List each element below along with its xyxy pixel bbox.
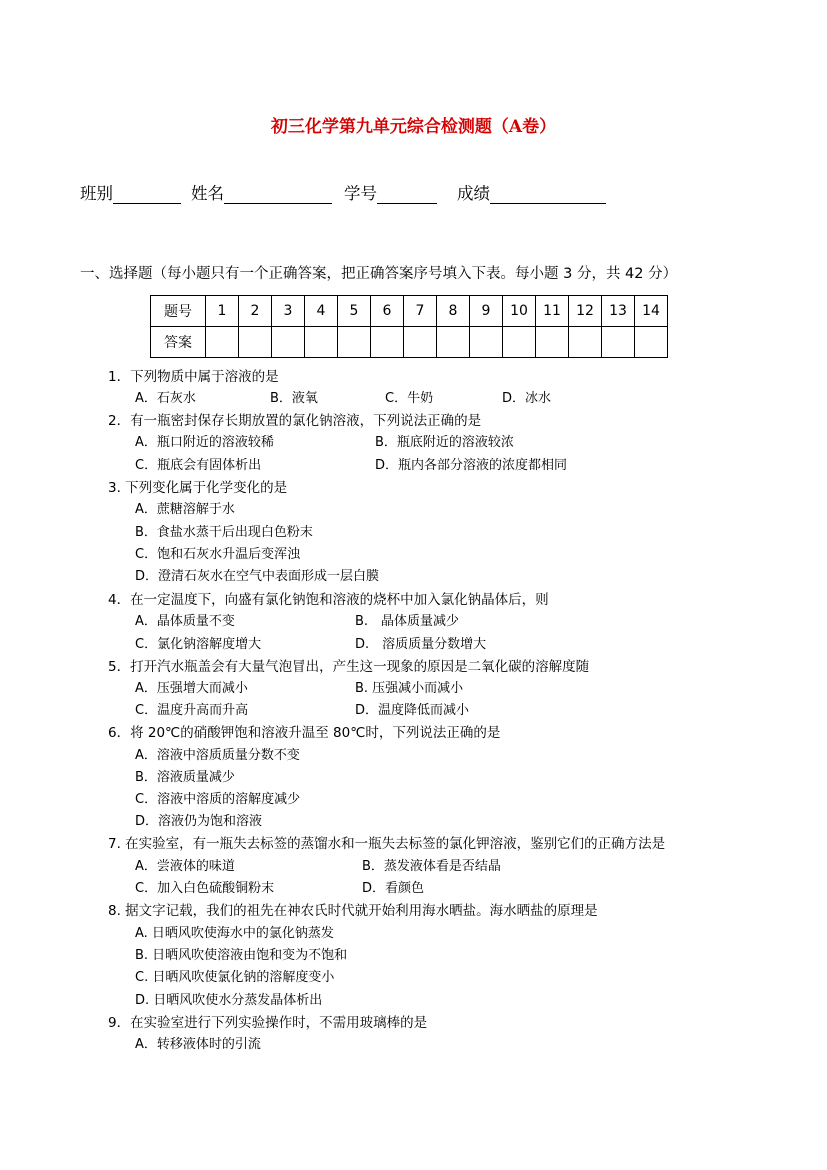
option: A．蔗糖溶解于水 (135, 502, 235, 517)
class-blank[interactable] (113, 185, 181, 204)
option: D. 日晒风吹使水分蒸发晶体析出 (135, 993, 323, 1008)
question-number-header: 题号 (151, 296, 206, 327)
answer-cell[interactable] (239, 327, 272, 358)
question-stem: 1．下列物质中属于溶液的是 (108, 369, 279, 385)
option: B. 晶体质量减少 (355, 614, 460, 629)
question-number-cell: 5 (338, 296, 371, 327)
name-label: 姓名 (191, 184, 224, 203)
option: B．瓶底附近的溶液较浓 (375, 435, 514, 450)
section-heading: 一、选择题（每小题只有一个正确答案，把正确答案序号填入下表。每小题 3 分，共 42 分） (80, 266, 678, 282)
option: C. 日晒风吹使氯化钠的溶解度变小 (135, 970, 335, 985)
number-blank[interactable] (377, 185, 437, 204)
question-number-cell: 10 (503, 296, 536, 327)
option: D．溶液仍为饱和溶液 (135, 814, 263, 829)
option: D．看颜色 (362, 881, 425, 896)
option: D．澄清石灰水在空气中表面形成一层白膜 (135, 569, 380, 584)
number-label: 学号 (344, 184, 377, 203)
question-number-cell: 9 (470, 296, 503, 327)
student-info-line (80, 180, 606, 204)
option: C．溶液中溶质的溶解度减少 (135, 792, 301, 807)
answer-cell[interactable] (206, 327, 239, 358)
option: D．温度降低而减小 (355, 703, 470, 718)
question-number-cell: 2 (239, 296, 272, 327)
answer-cell[interactable] (437, 327, 470, 358)
answer-cell[interactable] (569, 327, 602, 358)
question-number-cell: 12 (569, 296, 602, 327)
option: D．冰水 (502, 391, 552, 406)
option: B．溶液质量减少 (135, 770, 235, 785)
score-blank[interactable] (490, 185, 606, 204)
question-number-row (151, 296, 668, 327)
option: A．晶体质量不变 (135, 614, 235, 629)
option: A. 日晒风吹使海水中的氯化钠蒸发 (135, 926, 334, 941)
option: C．氯化钠溶解度增大 (135, 637, 262, 652)
option: A．瓶口附近的溶液较稀 (135, 435, 274, 450)
answer-cell[interactable] (503, 327, 536, 358)
answer-cell[interactable] (305, 327, 338, 358)
answer-cell[interactable] (404, 327, 437, 358)
question-number-cell: 3 (272, 296, 305, 327)
question-number-cell: 1 (206, 296, 239, 327)
page-title: 初三化学第九单元综合检测题（A卷） (270, 117, 557, 137)
score-label: 成绩 (457, 184, 490, 203)
answer-cell[interactable] (470, 327, 503, 358)
question-number-cell: 6 (371, 296, 404, 327)
question-stem: 6．将 20℃的硝酸钾饱和溶液升温至 80℃时，下列说法正确的是 (108, 725, 501, 741)
option: A．尝液体的味道 (135, 859, 235, 874)
answer-cell[interactable] (272, 327, 305, 358)
option: A．转移液体时的引流 (135, 1037, 261, 1052)
option: B. 日晒风吹使溶液由饱和变为不饱和 (135, 948, 348, 963)
question-number-cell: 13 (602, 296, 635, 327)
answer-cell[interactable] (602, 327, 635, 358)
question-number-cell: 7 (404, 296, 437, 327)
option: B．蒸发液体看是否结晶 (362, 859, 501, 874)
question-number-cell: 11 (536, 296, 569, 327)
question-stem: 5．打开汽水瓶盖会有大量气泡冒出，产生这一现象的原因是二氧化碳的溶解度随 (108, 659, 590, 675)
question-stem: 2．有一瓶密封保存长期放置的氯化钠溶液，下列说法正确的是 (108, 413, 482, 429)
class-label: 班别 (80, 184, 113, 203)
question-number-cell: 8 (437, 296, 470, 327)
option: C．温度升高而升高 (135, 703, 249, 718)
question-stem: 9．在实验室进行下列实验操作时，不需用玻璃棒的是 (108, 1015, 428, 1031)
option: A．溶液中溶质质量分数不变 (135, 748, 300, 763)
question-stem: 4．在一定温度下，向盛有氯化钠饱和溶液的烧杯中加入氯化钠晶体后，则 (108, 592, 549, 608)
option: B．食盐水蒸干后出现白色粉末 (135, 525, 313, 540)
option: B. 压强减小而减小 (355, 681, 464, 696)
answer-header: 答案 (151, 327, 206, 358)
question-stem: 8. 据文字记载，我们的祖先在神农氏时代就开始利用海水晒盐。海水晒盐的原理是 (108, 903, 598, 919)
answer-cell[interactable] (536, 327, 569, 358)
option: C．加入白色硫酸铜粉末 (135, 881, 275, 896)
name-blank[interactable] (224, 185, 332, 204)
option: B．液氧 (270, 391, 318, 406)
answer-cell[interactable] (371, 327, 404, 358)
option: D．瓶内各部分溶液的浓度都相同 (375, 458, 568, 473)
option: C．牛奶 (385, 391, 434, 406)
answer-cell[interactable] (338, 327, 371, 358)
option: C．饱和石灰水升温后变浑浊 (135, 547, 301, 562)
answer-cell[interactable] (635, 327, 668, 358)
option: A．压强增大而减小 (135, 681, 248, 696)
option: D. 溶质质量分数增大 (355, 637, 487, 652)
question-stem: 3. 下列变化属于化学变化的是 (108, 480, 288, 496)
answer-row (151, 327, 668, 358)
question-number-cell: 14 (635, 296, 668, 327)
question-stem: 7. 在实验室，有一瓶失去标签的蒸馏水和一瓶失去标签的氯化钾溶液，鉴别它们的正确方法是 (108, 836, 666, 852)
question-number-cell: 4 (305, 296, 338, 327)
option: A．石灰水 (135, 391, 196, 406)
answer-table (150, 295, 668, 358)
option: C．瓶底会有固体析出 (135, 458, 262, 473)
